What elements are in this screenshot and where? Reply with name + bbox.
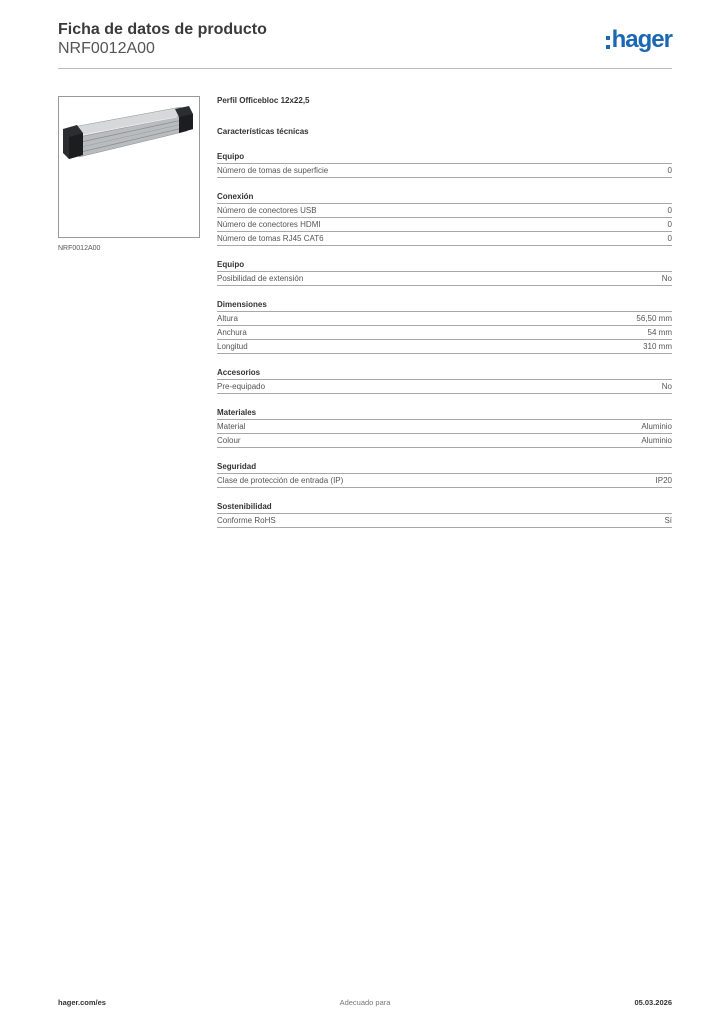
- header-divider: [58, 68, 672, 69]
- product-code: NRF0012A00: [58, 40, 155, 57]
- spec-row: [217, 272, 672, 286]
- spec-label: Pre-equipado: [217, 382, 266, 391]
- spec-value: 310 mm: [643, 342, 672, 351]
- spec-label: Número de tomas de superficie: [217, 166, 329, 175]
- section-title: Equipo: [217, 151, 672, 164]
- spec-value: No: [661, 382, 672, 391]
- spec-section-dimensiones: [217, 299, 672, 354]
- section-title: Accesorios: [217, 367, 672, 380]
- spec-value: 0: [667, 234, 672, 243]
- product-image: [58, 96, 200, 238]
- footer-website-link[interactable]: hager.com/es: [58, 998, 106, 1007]
- image-caption: NRF0012A00: [58, 245, 101, 252]
- spec-section-materiales: [217, 407, 672, 448]
- spec-value: Sí: [664, 516, 672, 525]
- spec-label: Posibilidad de extensión: [217, 274, 304, 283]
- spec-value: No: [661, 274, 672, 283]
- spec-value: 0: [667, 206, 672, 215]
- spec-label: Anchura: [217, 328, 247, 337]
- spec-row: [217, 420, 672, 434]
- spec-value: 0: [667, 220, 672, 229]
- spec-section-equipo: [217, 151, 672, 178]
- spec-value: Aluminio: [641, 436, 672, 445]
- section-title: Dimensiones: [217, 299, 672, 312]
- spec-value: 56,50 mm: [636, 314, 672, 323]
- spec-row: [217, 474, 672, 488]
- spec-label: Colour: [217, 436, 241, 445]
- spec-label: Clase de protección de entrada (IP): [217, 476, 344, 485]
- hager-logo: [606, 28, 672, 52]
- logo-dots-icon: [606, 36, 610, 49]
- spec-row: [217, 204, 672, 218]
- section-title: Seguridad: [217, 461, 672, 474]
- document-title: Ficha de datos de producto: [58, 21, 267, 38]
- spec-value: Aluminio: [641, 422, 672, 431]
- logo-wordmark: hager: [611, 26, 672, 53]
- spec-label: Altura: [217, 314, 238, 323]
- section-title: Equipo: [217, 259, 672, 272]
- section-title: Sostenibilidad: [217, 501, 672, 514]
- spec-row: [217, 340, 672, 354]
- spec-section-conexion: [217, 191, 672, 246]
- spec-row: [217, 380, 672, 394]
- tech-heading: Características técnicas: [217, 127, 309, 136]
- spec-label: Número de tomas RJ45 CAT6: [217, 234, 324, 243]
- spec-label: Número de conectores USB: [217, 206, 317, 215]
- spec-label: Material: [217, 422, 246, 431]
- spec-label: Número de conectores HDMI: [217, 220, 321, 229]
- spec-row: [217, 232, 672, 246]
- spec-content: [217, 95, 672, 528]
- footer-center-text: Adecuado para: [339, 998, 391, 1007]
- spec-section-sostenibilidad: [217, 501, 672, 528]
- section-title: Conexión: [217, 191, 672, 204]
- spec-row: [217, 514, 672, 528]
- section-title: Materiales: [217, 407, 672, 420]
- spec-section-equipo-extension: [217, 259, 672, 286]
- footer-date: 05.03.2026: [634, 998, 672, 1007]
- spec-row: [217, 326, 672, 340]
- spec-value: 0: [667, 166, 672, 175]
- product-name: Perfil Officebloc 12x22,5: [217, 96, 310, 105]
- spec-row: [217, 218, 672, 232]
- spec-value: IP20: [655, 476, 672, 485]
- spec-section-accesorios: [217, 367, 672, 394]
- spec-label: Conforme RoHS: [217, 516, 276, 525]
- aluminium-profile-product-icon: [59, 97, 199, 237]
- spec-section-seguridad: [217, 461, 672, 488]
- spec-value: 54 mm: [647, 328, 672, 337]
- spec-row: [217, 434, 672, 448]
- spec-row: [217, 164, 672, 178]
- spec-label: Longitud: [217, 342, 248, 351]
- page-footer: [58, 998, 672, 1010]
- spec-row: [217, 312, 672, 326]
- page-header: [58, 20, 672, 68]
